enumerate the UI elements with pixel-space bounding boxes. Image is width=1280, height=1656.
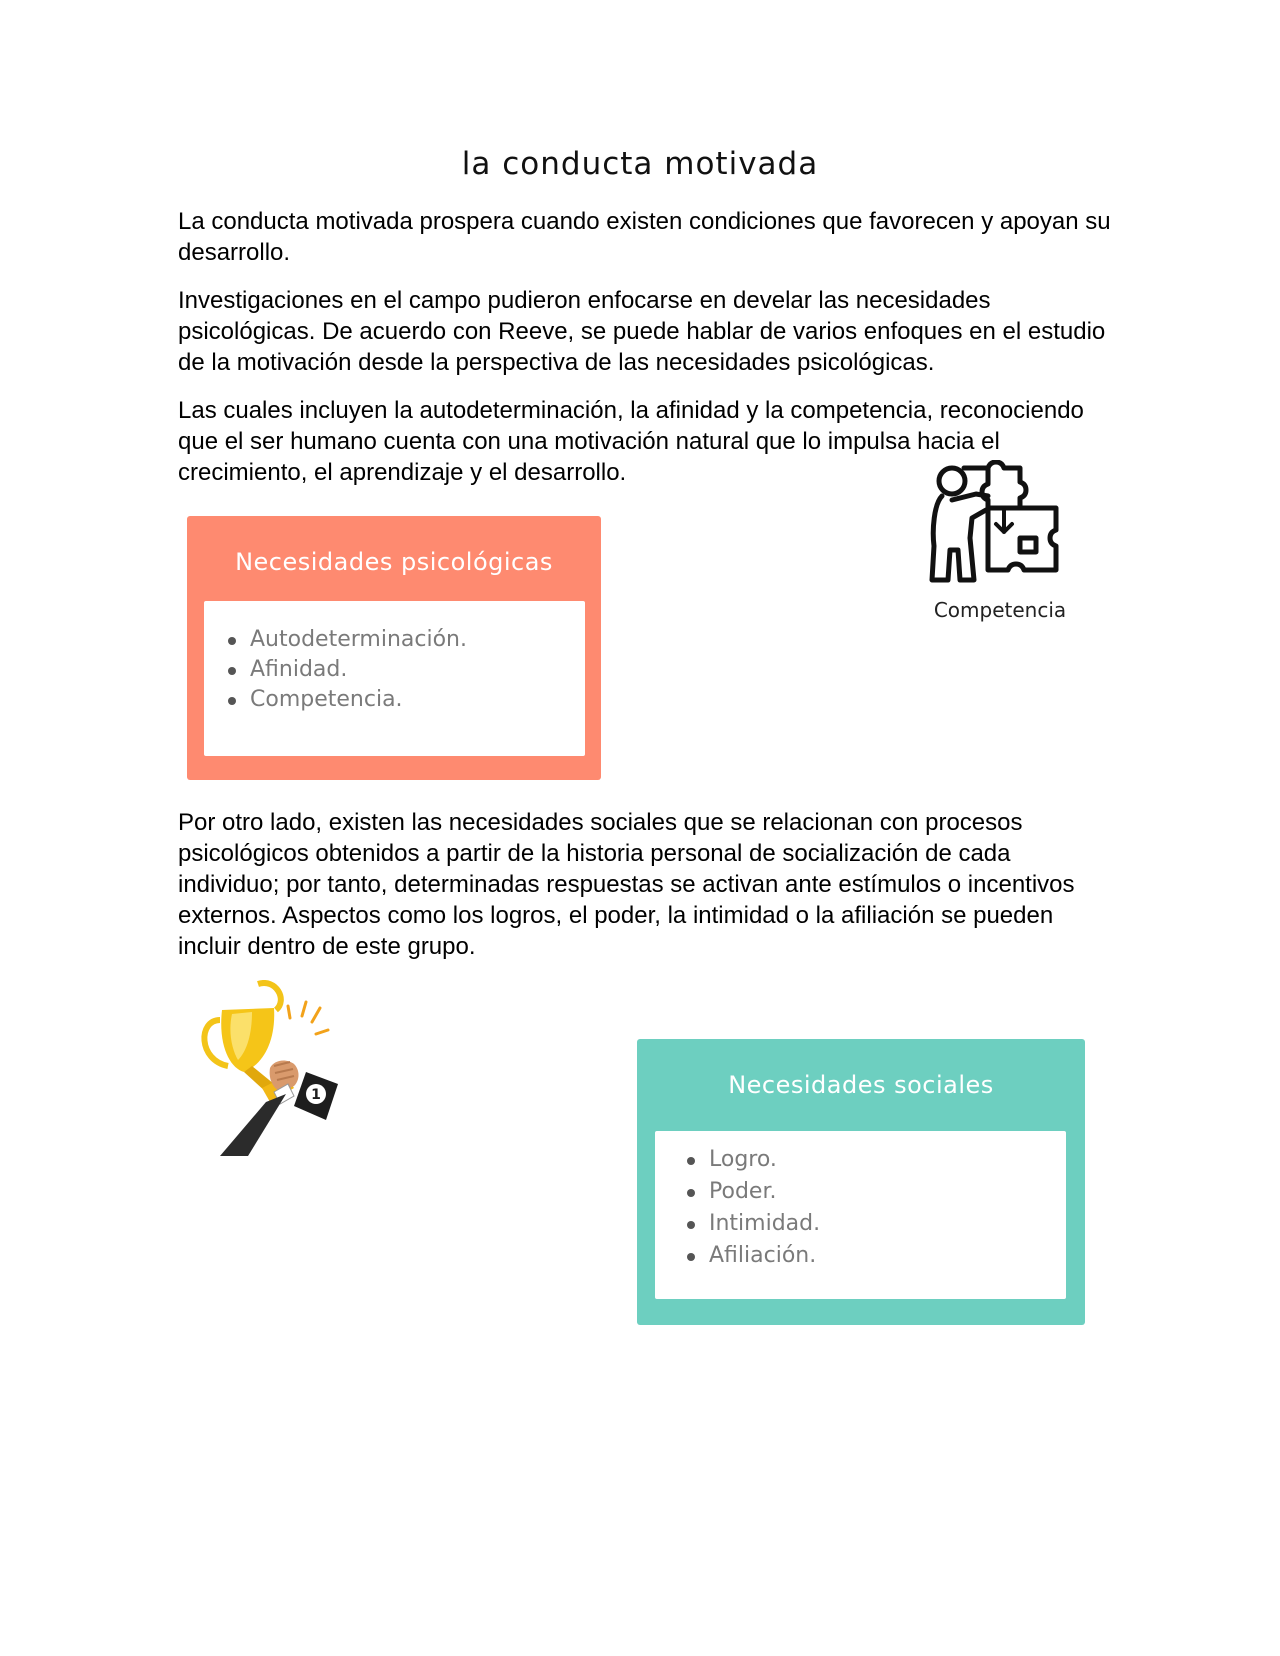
bullet-icon	[228, 637, 236, 645]
paragraph-social-needs: Por otro lado, existen las necesidades sociales que se relacionan con procesos psicológicos obtenidos a partir de la historia personal de socialización de cada individuo; por tanto, determinadas respuestas se activan ante estímulos o incentivos externos. Aspectos como los logros, el poder, la intimidad o la afiliación se pueden incluir dentro de este grupo.	[178, 809, 1075, 960]
paragraph-research: Investigaciones en el campo pudieron enfocarse en develar las necesidades psicológicas. De acuerdo con Reeve, se puede hablar de varios enfoques en el estudio de la motivación desde la perspectiva de las necesidades psicológicas.	[178, 287, 1106, 376]
trophy-badge-text: 1	[311, 1087, 321, 1103]
person-puzzle-icon	[928, 460, 1060, 585]
psychological-needs-card-title: Necesidades psicológicas	[235, 548, 553, 576]
bullet-icon	[228, 667, 236, 675]
list-item	[228, 655, 467, 685]
bullet-icon	[687, 1157, 695, 1165]
list-item	[687, 1176, 820, 1208]
bullet-icon	[228, 697, 236, 705]
list-item-label: Logro.	[709, 1147, 777, 1172]
competencia-label: Competencia	[933, 598, 1067, 622]
psychological-needs-card-body	[204, 601, 585, 756]
list-item	[228, 625, 467, 655]
list-item	[687, 1240, 820, 1272]
list-item-label: Poder.	[709, 1179, 777, 1204]
list-item-label: Competencia.	[250, 687, 403, 712]
list-item	[228, 685, 467, 715]
list-item-label: Afiliación.	[709, 1243, 817, 1268]
list-item	[687, 1144, 820, 1176]
page-title: la conducta motivada	[461, 146, 819, 182]
trophy-figure	[178, 980, 353, 1156]
psychological-needs-list	[228, 625, 467, 715]
paragraph-intro: La conducta motivada prospera cuando existen condiciones que favorecen y apoyan su desarrollo.	[178, 208, 1111, 266]
list-item-label: Intimidad.	[709, 1211, 821, 1236]
social-needs-card	[637, 1039, 1085, 1325]
trophy-hand-icon	[178, 980, 353, 1156]
psychological-needs-card	[187, 516, 601, 780]
list-item-label: Afinidad.	[250, 657, 348, 682]
social-needs-list	[687, 1144, 820, 1272]
list-item-label: Autodeterminación.	[250, 627, 467, 652]
paragraph-psychological-needs: Las cuales incluyen la autodeterminación, la afinidad y la competencia, reconociendo que el ser humano cuenta con una motivación natural que lo impulsa hacia el crecimiento, el aprendizaje y el desarrollo.	[178, 397, 1084, 486]
competencia-figure	[925, 460, 1075, 630]
social-needs-card-body	[655, 1131, 1066, 1299]
bullet-icon	[687, 1221, 695, 1229]
bullet-icon	[687, 1189, 695, 1197]
social-needs-card-title: Necesidades sociales	[728, 1071, 994, 1099]
bullet-icon	[687, 1253, 695, 1261]
list-item	[687, 1208, 820, 1240]
